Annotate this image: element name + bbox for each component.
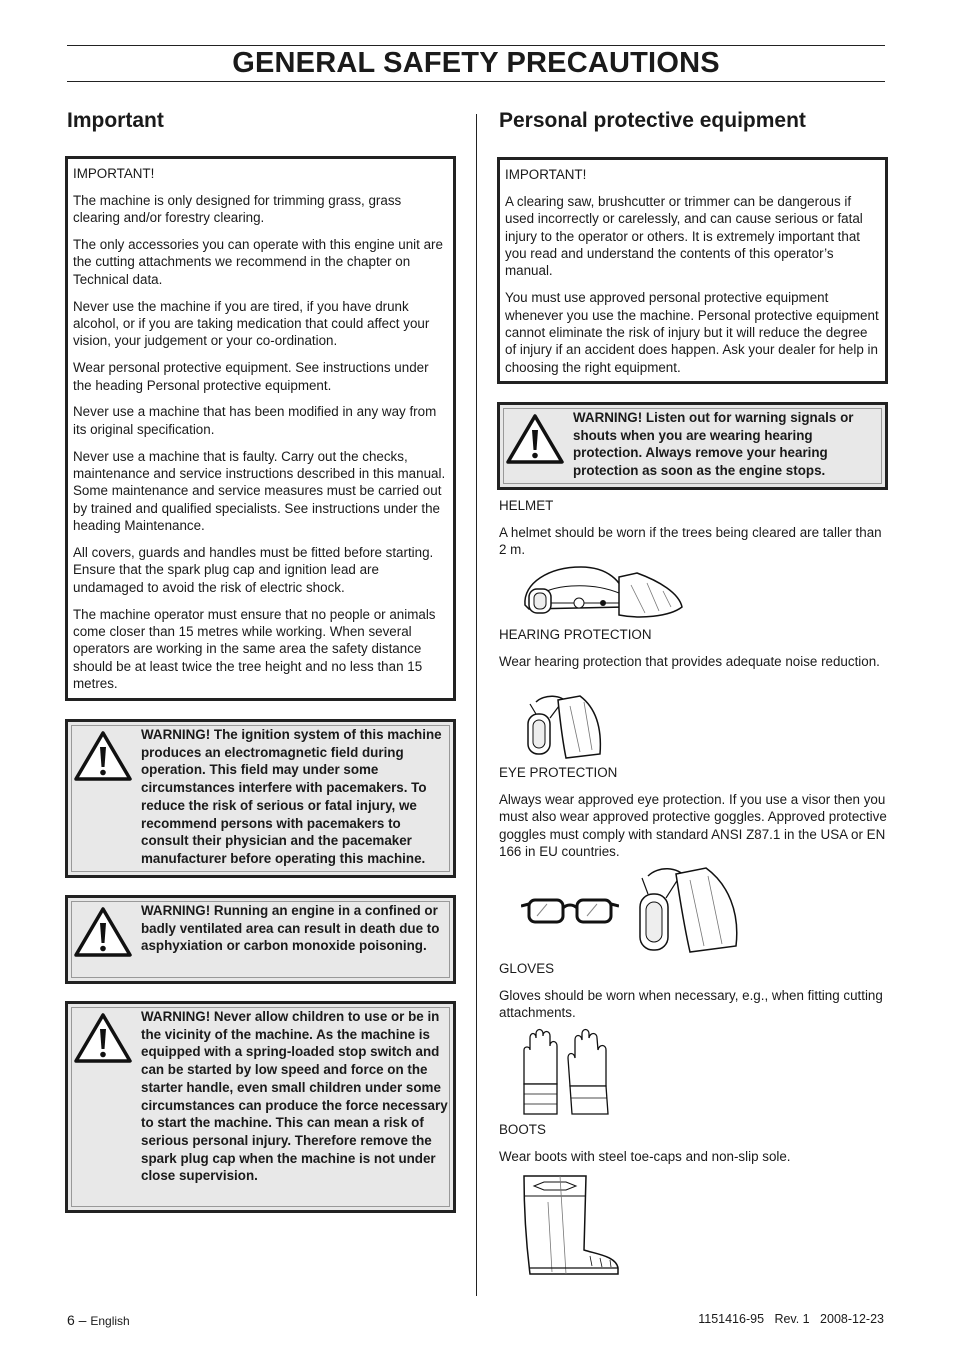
goggles-icon [521, 896, 619, 926]
visor-icon [630, 866, 742, 956]
footer-language: English [90, 1314, 130, 1328]
footer-doc-ref: 1151416-95 Rev. 1 2008-12-23 [698, 1312, 884, 1326]
important-paragraph: You must use approved personal protective equipment whenever you use the machine. Personal protective equipment cannot eliminate the risk of injury but it will reduce the degree of injury if an accident does happen. Ask your dealer for help in choosing the right equipment. [505, 290, 879, 375]
warning-box-hearing [497, 402, 888, 490]
warning-text: WARNING! Never allow children to use or be in the vicinity of the machine. As the machine is equipped with a spring-loaded stop switch and can be started by low speed and force on the starter handle, even small children under some circumstances can produce the force necessary to start the machine. This can mean a risk of serious personal injury. Therefore remove the spark plug cap when the machine is not under close supervision. [141, 1009, 448, 1184]
important-paragraph: Wear personal protective equipment. See instructions under the heading Personal protective equipment. [73, 360, 429, 393]
section-label-hearing: HEARING PROTECTION [499, 627, 652, 642]
important-box-right [497, 157, 888, 384]
gloves-icon [520, 1028, 612, 1116]
heading-important: Important [67, 109, 164, 132]
important-paragraph: The machine operator must ensure that no people or animals come closer than 15 metres while working. When several operators are working in the same area the safety distance should be at least twice the tree height and no less than 15 metres. [73, 606, 436, 692]
warning-box-children [65, 1001, 456, 1213]
important-paragraph: Never use a machine that is faulty. Carry out the checks, maintenance and service instructions described in this manual. Some maintenance and service measures must be carried out by trained and qualified specialists. See instructions under the heading Maintenance. [73, 448, 446, 534]
warning-box-pacemaker [65, 719, 456, 878]
section-text-hearing: Wear hearing protection that provides adequate noise reduction. [499, 654, 880, 669]
important-box-left [65, 156, 456, 701]
section-label-gloves: GLOVES [499, 961, 555, 976]
heading-ppe: Personal protective equipment [499, 109, 806, 132]
title-rule-bottom [67, 81, 885, 82]
warning-box-ventilation [65, 895, 456, 984]
section-text-gloves: Gloves should be worn when necessary, e.g., when fitting cutting attachments. [499, 988, 883, 1021]
warning-triangle-icon [73, 1012, 133, 1064]
warning-text: WARNING! Listen out for warning signals or shouts when you are wearing hearing protection. Always remove your hearing protection as soon as the engine stops. [573, 410, 854, 479]
warning-triangle-icon [73, 730, 133, 782]
helmet-icon [519, 563, 685, 621]
section-label-helmet: HELMET [499, 498, 554, 513]
important-paragraph: A clearing saw, brushcutter or trimmer can be dangerous if used incorrectly or carelessly, and can cause serious or fatal injury to the operator or others. It is extremely important that you read and understand the contents of this operator’s manual. [505, 193, 863, 279]
important-paragraph: Never use a machine that has been modified in any way from its original specification. [73, 404, 437, 437]
section-label-eye: EYE PROTECTION [499, 765, 618, 780]
warning-text: WARNING! The ignition system of this machine produces an electromagnetic field during operation. This field may under some circumstances interfere with pacemakers. To reduce the risk of serious or fatal injury, we recommend persons with pacemakers to consult their physician and the pacemaker manufacturer before operating this machine. [141, 727, 442, 866]
section-text-eye: Always wear approved eye protection. If you use a visor then you must also wear approved protective goggles. Approved protective goggles must comply with standard ANSI Z87.1 in the USA or EN 166 in EU countries. [499, 792, 887, 860]
section-text-boots: Wear boots with steel toe-caps and non-slip sole. [499, 1149, 791, 1164]
warning-text: WARNING! Running an engine in a confined or badly ventilated area can result in death due to asphyxiation or carbon monoxide poisoning. [141, 903, 440, 954]
section-text-helmet: A helmet should be worn if the trees being cleared are taller than 2 m. [499, 525, 882, 558]
important-paragraph: The only accessories you can operate with this engine unit are the cutting attachments we recommend in the chapter on Technical data. [73, 237, 443, 287]
column-divider [476, 114, 477, 1296]
important-paragraph: The machine is only designed for trimming grass, grass clearing and/or forestry clearing. [73, 192, 402, 226]
warning-triangle-icon [505, 413, 565, 465]
warning-triangle-icon [73, 906, 133, 958]
boot-icon [520, 1172, 622, 1278]
important-paragraph: Never use the machine if you are tired, if you have drunk alcohol, or if you are taking medication that could affect your vision, your judgement or your co-ordination. [73, 298, 430, 349]
hearing-protection-icon [522, 694, 604, 760]
important-label: IMPORTANT! [505, 167, 587, 182]
page-number: 6 – [67, 1312, 87, 1328]
page-title: GENERAL SAFETY PRECAUTIONS [232, 47, 720, 79]
section-label-boots: BOOTS [499, 1122, 546, 1137]
important-paragraph: All covers, guards and handles must be fitted before starting. Ensure that the spark plug cap and ignition lead are undamaged to avoid the risk of electric shock. [73, 545, 434, 595]
important-label: IMPORTANT! [73, 166, 155, 181]
footer-page-number [67, 1312, 130, 1328]
